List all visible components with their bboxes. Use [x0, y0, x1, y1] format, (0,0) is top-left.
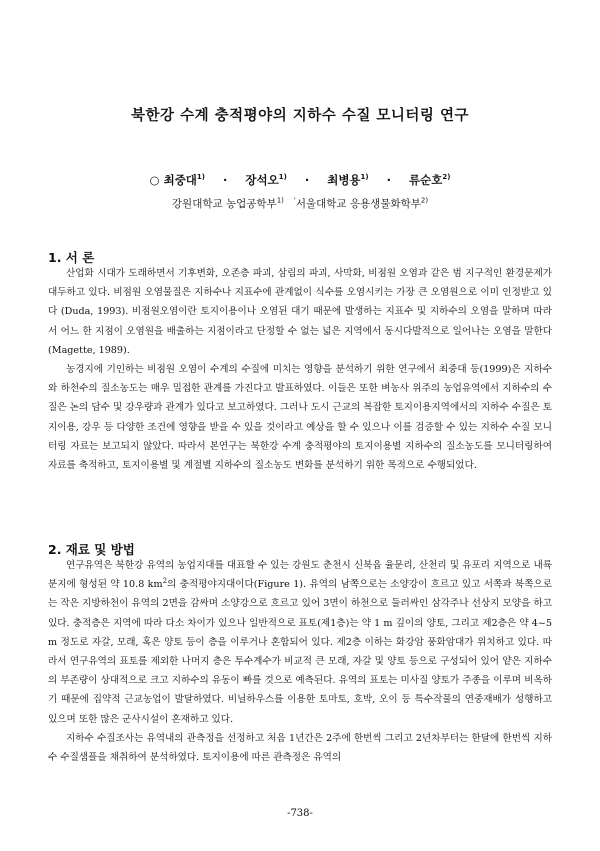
- author-separator: ·: [223, 173, 228, 187]
- author-1: ○ 최중대$^{1)}$: [149, 173, 205, 187]
- section-body-methods: [48, 556, 552, 767]
- affiliation-2: '서울대학교 응용생물화학부$^{2)}$: [293, 196, 429, 210]
- author-4: 류순호$^{2)}$: [409, 173, 451, 187]
- paragraph: 연구유역은 북한강 유역의 농업지대를 대표할 수 있는 강원도 춘천시 신북읍 율문리, 산천리 및 유포리 지역으로 내륙분지에 형성된 약 10.8 $km^2$의 충적평야지대이다(Figure 1). 유역의 남쪽으로는 소양강이 흐르고 있고 서쪽과 북쪽으로는 작은 지방하천이 유역의 2면을 감싸며 소양강으로 흐르고 있어 3면이 하천으로 둘러싸인 삼각주나 선상지 모양을 하고 있다. 충적층은 지역에 따라 다소 차이가 있으나 일반적으로 표토(제1층)는 약 1 m 깊이의 양토, 그리고 제2층은 약 4~5 m 정도로 자갈, 모래, 혹은 양토 등이 층을 이루거나 혼합되어 있다. 제2층 이하는 화강암 풍화암대가 위치하고 있다. 따라서 연구유역의 표토를 제외한 나머지 층은 투수계수가 비교적 큰 모래, 자갈 및 양토 등으로 구성되어 있어 얕은 지하수의 부존량이 상대적으로 크고 지하수의 유동이 빠를 것으로 예측된다. 유역의 표토는 미사질 양토가 주종을 이루며 비옥하기 때문에 집약적 근교농업이 발달하였다. 비닐하우스를 이용한 토마토, 호박, 오이 등 특수작물의 연중재배가 성행하고 있으며 또한 많은 군사시설이 혼재하고 있다.: [48, 560, 552, 725]
- paper-title: 북한강 수계 충적평야의 지하수 수질 모니터링 연구: [131, 107, 469, 124]
- section-heading-intro: 1. 서 론: [48, 250, 95, 265]
- affiliations: [0, 196, 600, 211]
- paragraph: 지하수 수질조사는 유역내의 관측정을 선정하고 처음 1년간은 2주에 한번씩 그리고 2년차부터는 한달에 한번씩 지하수 수질샘플을 채취하여 분석하였다. 토지이용에 따른 관측정은 유역의: [48, 732, 552, 764]
- author-separator: ·: [386, 173, 392, 187]
- page-number: -738-: [287, 808, 313, 819]
- paragraph: 농경지에 기인하는 비점원 오염이 수계의 수질에 미치는 영향을 분석하기 위한 연구에서 최중대 등(1999)은 지하수와 하천수의 질소농도는 매우 밀접한 관계를 가진다고 발표하였다. 이들은 또한 벼농사 위주의 농업유역에서 지하수의 수질은 논의 담수 및 강우량과 관계가 있다고 보고하였다. 그러나 도시 근교의 복잡한 토지이용지역에서의 지하수 수질은 토지이용, 강우 등 다양한 조건에 영향을 받을 수 있을 것이라고 예상을 할 수 있으나 이를 검증할 수 있는 지하수 수질 모니터링 자료는 보고되지 않았다. 따라서 본연구는 북한강 수계 충적평야의 토지이용별 지하수의 질소농도를 모니터링하여 자료를 축적하고, 토지이용별 및 계절별 지하수의 질소농도 변화를 분석하기 위한 목적으로 수행되었다.: [48, 364, 552, 472]
- affiliation-1: 강원대학교 농업공학부$^{1)}$: [171, 196, 284, 210]
- paragraph: 산업화 시대가 도래하면서 기후변화, 오존층 파괴, 삼림의 파괴, 사막화, 비점원 오염과 같은 범 지구적인 환경문제가 대두하고 있다. 비점원 오염물질은 지하수나 지표수에 관계없이 식수를 오염시키는 가장 큰 오염원으로 이미 인정받고 있다 (Duda, 1993). 비점원오염이란 토지이용이나 오염된 대기 때문에 발생하는 지표수 및 지하수의 오염을 말하며 따라서 어느 한 지점이 오염원을 배출하는 지점이라고 단정할 수 없는 넓은 지역에서 동시다발적으로 일어나는 오염을 말한다(Magette, 1989).: [48, 268, 552, 356]
- section-body-intro: [48, 264, 552, 475]
- section-heading-methods: 2. 재료 및 방법: [48, 542, 135, 557]
- author-separator: ·: [304, 173, 310, 187]
- author-2: 장석오$^{1)}$: [245, 173, 287, 187]
- author-3: 최병용$^{1)}$: [327, 173, 369, 187]
- author-list: [0, 172, 600, 188]
